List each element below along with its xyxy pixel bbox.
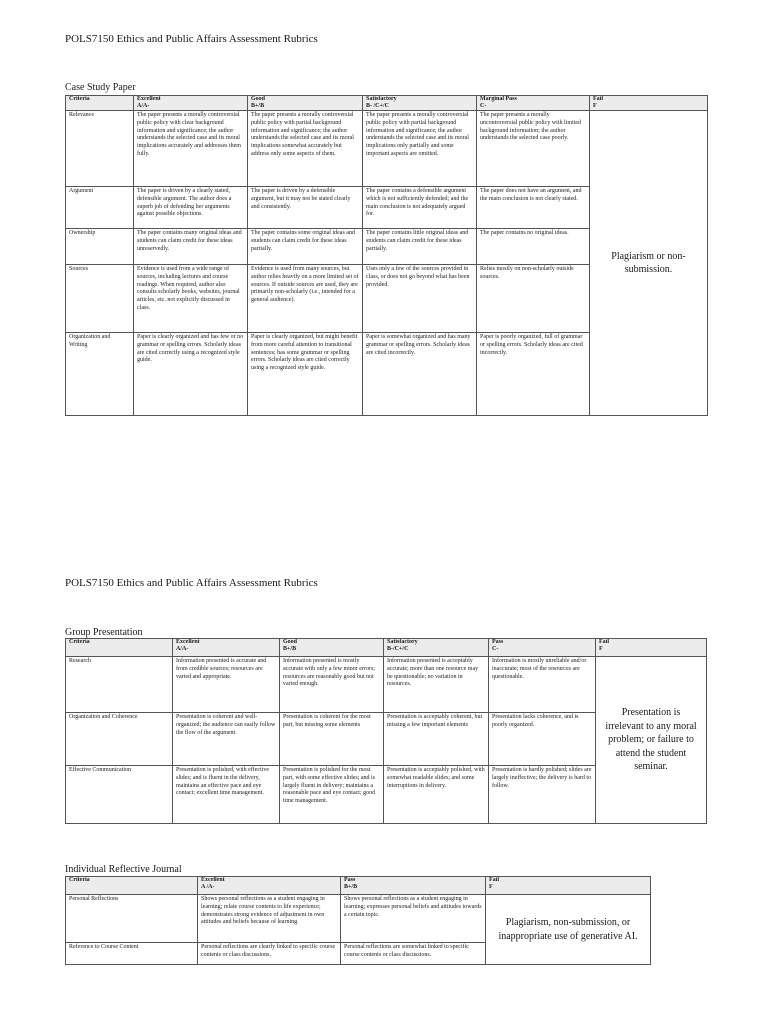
rubric-cell: Presentation is polished, with effective slides; and is fluent in the delivery, maintains an effective pace and eye contact; excellent time management. (173, 766, 280, 824)
rubric-cell: The paper contains a defensible argument which is not sufficiently defended; and the main conclusion is not adequately argued for. (363, 187, 477, 229)
rubric-cell: The paper presents a morally uncontroversial public policy with limited background information; the author understands the selected case poorly. (477, 111, 590, 187)
criterion-sources: Sources (66, 265, 134, 333)
section-title-case-study: Case Study Paper (65, 82, 136, 93)
rubric-cell: Presentation is acceptably polished, with somewhat readable slides; and some interruptions in delivery. (384, 766, 489, 824)
rubric-cell: Presentation is acceptably coherent, but missing a few important elements (384, 713, 489, 766)
rubric-cell: The paper is driven by a clearly stated, defensible argument. The author does a superb job of defending her arguments against possible objections. (134, 187, 248, 229)
header-satisfactory: Satisfactory B- /C+/C (363, 96, 477, 111)
header-good: Good B+/B (280, 639, 384, 657)
fail-description: Plagiarism, non-submission, or inappropriate use of generative AI. (486, 895, 651, 965)
section-title-reflective-journal: Individual Reflective Journal (65, 864, 182, 875)
fail-description: Presentation is irrelevant to any moral problem; or failure to attend the student seminar. (596, 657, 707, 824)
rubric-cell: Presentation is coherent and well-organized; the audience can easily follow the flow of the argument. (173, 713, 280, 766)
case-study-rubric-table (65, 95, 708, 416)
rubric-cell: Presentation is coherent for the most part, but missing some elements (280, 713, 384, 766)
header-pass: Pass C- (489, 639, 596, 657)
criterion-organization-writing: Organization and Writing (66, 333, 134, 416)
criterion-effective-communication: Effective Communication (66, 766, 173, 824)
header-fail: Fail F (596, 639, 707, 657)
criterion-reference-course-content: Reference to Course Content (66, 943, 198, 965)
rubric-cell: Shows personal reflections as a student engaging in learning; relate course contents to life experience; demonstrates strong evidence of adjustment in own attitudes and beliefs because of learning. (198, 895, 341, 943)
rubric-cell: The paper contains some original ideas and students can claim credit for these ideas partially. (248, 229, 363, 265)
rubric-cell: Personal reflections are clearly linked to specific course contents or class discussions. (198, 943, 341, 965)
header-marginal-pass: Marginal Pass C- (477, 96, 590, 111)
rubric-cell: Information presented is accurate and from credible sources; resources are varied and appropriate. (173, 657, 280, 713)
rubric-cell: Presentation is hardly polished; slides are largely ineffective; the delivery is hard to follow. (489, 766, 596, 824)
rubric-cell: Information is mostly unreliable and/or inaccurate; most of the resources are questionable. (489, 657, 596, 713)
rubric-cell: Paper is clearly organized, but might benefit from more careful attention to transitional sentences; has some grammar or spelling errors. Scholarly ideas are cited correctly using a recognized style guide. (248, 333, 363, 416)
section-title-group-presentation: Group Presentation (65, 627, 143, 638)
criterion-ownership: Ownership (66, 229, 134, 265)
rubric-cell: Information presented is acceptably accurate; more than one resource may be questionable; no variation in resources. (384, 657, 489, 713)
rubric-cell: Information presented is mostly accurate with only a few minor errors; resources are reasonably good but not varied enough. (280, 657, 384, 713)
group-presentation-rubric-table (65, 638, 707, 824)
criterion-argument: Argument (66, 187, 134, 229)
reflective-journal-rubric-table (65, 876, 651, 965)
rubric-cell: The paper contains no original ideas. (477, 229, 590, 265)
fail-description: Plagiarism or non-submission. (590, 111, 708, 416)
header-good: Good B+/B (248, 96, 363, 111)
rubric-cell: Presentation lacks coherence, and is poorly organized. (489, 713, 596, 766)
rubric-cell: Uses only a few of the sources provided in class, or does not go beyond what has been provided. (363, 265, 477, 333)
header-excellent: Excellent A /A- (198, 877, 341, 895)
document-title-1: POLS7150 Ethics and Public Affairs Assessment Rubrics (65, 33, 318, 45)
rubric-cell: The paper presents a morally controversial public policy with partial background information and significance; the author understands the selected case and its moral implications only partially and some important aspects are omitted. (363, 111, 477, 187)
header-satisfactory: Satisfactory B-/C+/C (384, 639, 489, 657)
criterion-organization-coherence: Organization and Coherence (66, 713, 173, 766)
header-criteria: Criteria (66, 639, 173, 657)
rubric-cell: Paper is somewhat organized and has many grammar or spelling errors. Scholarly ideas are cited incorrectly. (363, 333, 477, 416)
document-title-2: POLS7150 Ethics and Public Affairs Assessment Rubrics (65, 577, 318, 589)
rubric-cell: Paper is clearly organized and has few or no grammar or spelling errors. Scholarly ideas are cited correctly using a recognized style guide. (134, 333, 248, 416)
rubric-cell: The paper is driven by a defensible argument, but it may not be stated clearly and consistently. (248, 187, 363, 229)
rubric-cell: The paper presents a morally controversial public policy with clear background information and significance; the author understands the selected case and its moral implications accurately and addresses them fully. (134, 111, 248, 187)
header-criteria: Criteria (66, 877, 198, 895)
header-pass: Pass B+/B (341, 877, 486, 895)
rubric-cell: The paper contains little original ideas and students can claim credit for these ideas partially. (363, 229, 477, 265)
header-fail: Fail F (486, 877, 651, 895)
header-fail: Fail F (590, 96, 708, 111)
criterion-research: Research (66, 657, 173, 713)
header-excellent: Excellent A/A- (173, 639, 280, 657)
rubric-cell: Presentation is polished for the most part, with some effective slides; and is largely fluent in delivery; maintains a reasonable pace and eye contact; good time management. (280, 766, 384, 824)
rubric-cell: Relies mostly on non-scholarly outside sources. (477, 265, 590, 333)
criterion-relevance: Relevance (66, 111, 134, 187)
rubric-cell: The paper does not have an argument, and the main conclusion is not clearly stated. (477, 187, 590, 229)
rubric-cell: Evidence is used from many sources, but author relies heavily on a more limited set of sources. If outside sources are used, they are primarily non-scholarly (i.e., intended for a general audience). (248, 265, 363, 333)
criterion-personal-reflections: Personal Reflections (66, 895, 198, 943)
header-excellent: Excellent A/A- (134, 96, 248, 111)
rubric-cell: Evidence is used from a wide range of sources, including lectures and course readings. When required, author also consults scholarly books, websites, journal articles, etc. not explicitly discussed in class. (134, 265, 248, 333)
rubric-cell: The paper presents a morally controversial public policy with partial background information and significance; the author understands the selected case and its moral implications somewhat accurately but address only some aspects of them. (248, 111, 363, 187)
rubric-cell: The paper contains many original ideas and students can claim credit for these ideas unreservedly. (134, 229, 248, 265)
header-criteria: Criteria (66, 96, 134, 111)
rubric-cell: Paper is poorly organized, full of grammar or spelling errors. Scholarly ideas are cited incorrectly. (477, 333, 590, 416)
rubric-cell: Personal reflections are somewhat linked to specific course contents or class discussions. (341, 943, 486, 965)
rubric-cell: Shows personal reflections as a student engaging in learning; expresses personal beliefs and attitudes towards a certain topic. (341, 895, 486, 943)
